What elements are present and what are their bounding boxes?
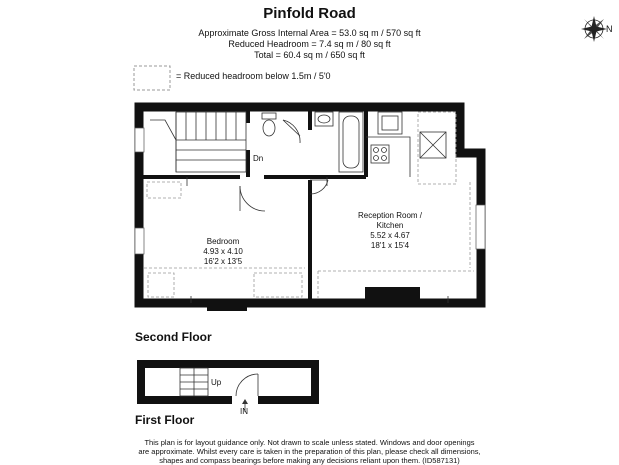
bedroom-name: Bedroom — [206, 237, 240, 246]
cupboard-icon — [420, 132, 446, 158]
reception-room-label — [350, 211, 430, 251]
toilet-icon — [262, 113, 276, 136]
bathtub-icon — [339, 112, 363, 172]
chimney-breast — [365, 287, 420, 299]
reduced-headroom-area: Reduced Headroom = 7.4 sq m / 80 sq ft — [228, 39, 391, 49]
reception-name-line1: Reception Room / — [357, 211, 423, 220]
second-floor-label: Second Floor — [135, 330, 212, 344]
bedroom-label — [183, 237, 263, 267]
first-floor-label: First Floor — [135, 413, 195, 427]
legend-swatch — [134, 66, 170, 90]
disclaimer — [0, 438, 619, 465]
disclaimer-line: shapes and compass bearings before making any decisions reliant upon them. (ID587131) — [159, 456, 460, 465]
first-floor-plan — [141, 364, 315, 412]
stairs-up-label: Up — [211, 378, 222, 387]
disclaimer-line: This plan is for layout guidance only. Not drawn to scale unless stated. Windows and door openings — [144, 438, 475, 447]
stairs-down-label: Dn — [253, 154, 264, 163]
hob-icon — [371, 145, 389, 163]
first-floor-outer-wall — [141, 364, 315, 400]
window — [476, 205, 485, 249]
reception-name-line2: Kitchen — [376, 221, 404, 230]
bedroom-metric: 4.93 x 4.10 — [203, 247, 243, 256]
kitchen-sink-icon — [378, 112, 402, 134]
gross-internal-area: Approximate Gross Internal Area = 53.0 sq m / 570 sq ft — [198, 28, 421, 38]
legend-text: = Reduced headroom below 1.5m / 5'0 — [176, 71, 331, 81]
disclaimer-line: are approximate. Whilst every care is taken in the preparation of this plan, please check all dimensions, — [138, 447, 481, 456]
window — [135, 228, 144, 254]
door-swing — [240, 120, 328, 211]
reception-metric: 5.52 x 4.67 — [370, 231, 410, 240]
bedroom-imperial: 16'2 x 13'5 — [203, 257, 243, 266]
staircase-down — [150, 112, 246, 172]
entrance-label: IN — [240, 407, 248, 416]
chimney-breast — [207, 303, 247, 311]
compass-north-label: N — [606, 24, 613, 34]
bathroom-sink-icon — [315, 112, 333, 126]
staircase-up — [180, 368, 208, 396]
total-area: Total = 60.4 sq m / 650 sq ft — [254, 50, 365, 60]
window — [135, 128, 144, 152]
reception-imperial: 18'1 x 15'4 — [370, 241, 410, 250]
plan-title: Pinfold Road — [263, 5, 356, 22]
second-floor-plan — [135, 107, 485, 311]
entrance-door-swing — [236, 374, 258, 396]
compass-icon — [581, 16, 607, 42]
